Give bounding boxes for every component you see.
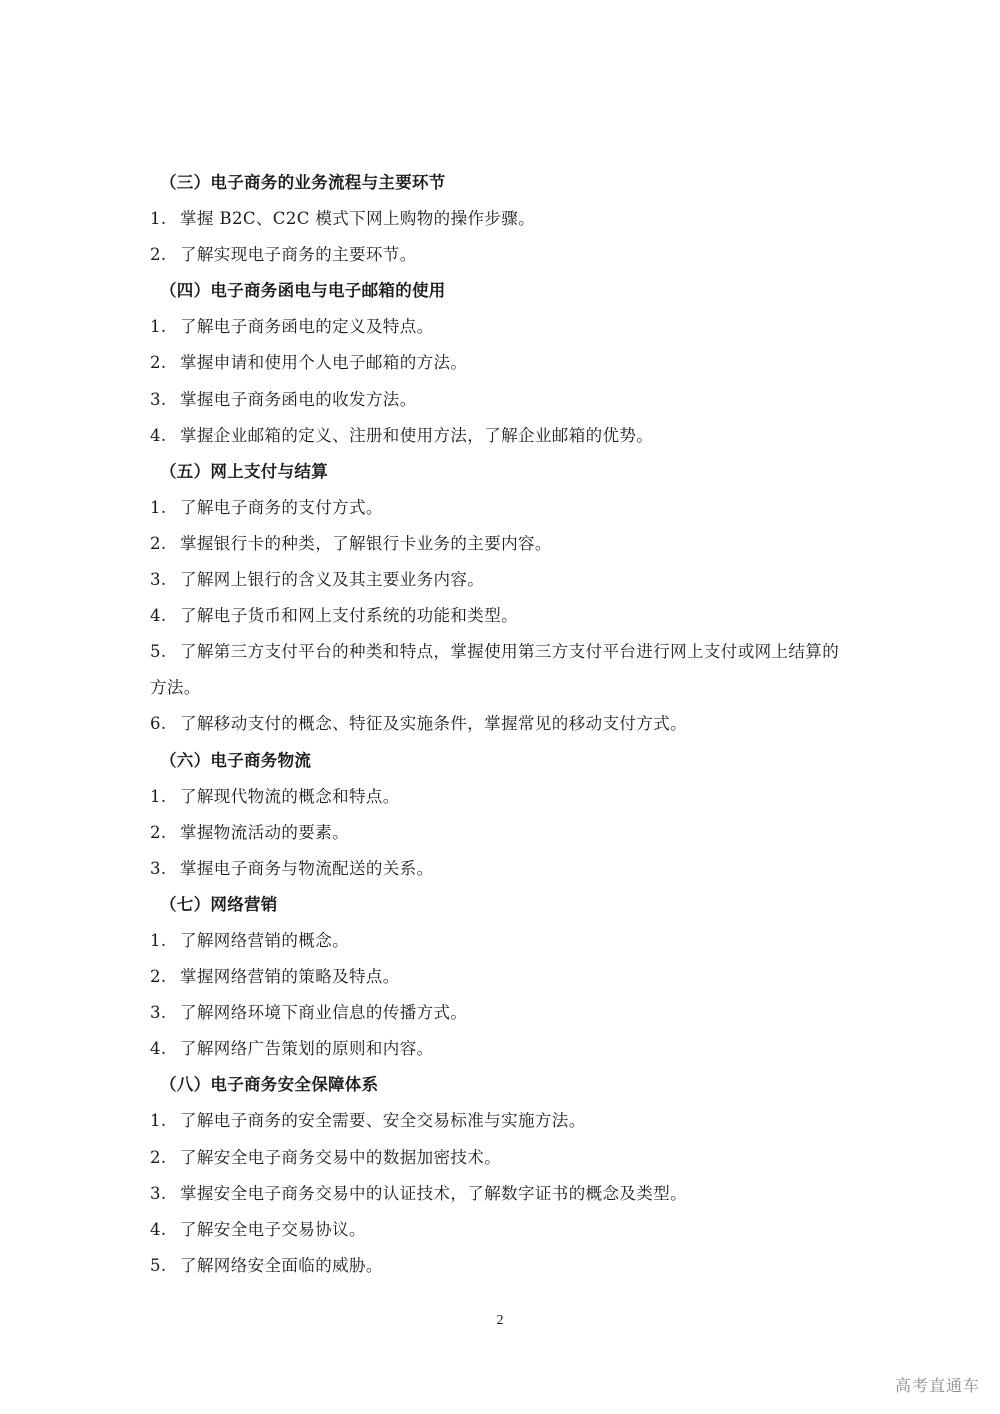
item-text: 掌握银行卡的种类，了解银行卡业务的主要内容。 [180, 533, 552, 553]
item-text: 了解网络安全面临的威胁。 [180, 1255, 383, 1275]
item-number: 3. [150, 1003, 167, 1023]
item-text: 了解网上银行的含义及其主要业务内容。 [180, 570, 485, 590]
item-number: 2. [150, 353, 167, 373]
list-item [150, 779, 870, 815]
section-heading: （八）电子商务安全保障体系 [160, 1075, 379, 1095]
list-item [150, 418, 870, 454]
list-item [150, 1031, 870, 1067]
item-text: 掌握安全电子商务交易中的认证技术，了解数字证书的概念及类型。 [180, 1183, 687, 1203]
item-text: 掌握电子商务与物流配送的关系。 [180, 858, 434, 878]
list-item [150, 959, 870, 995]
list-item [150, 1140, 870, 1176]
page-number: 2 [496, 1313, 504, 1328]
item-number: 1. [150, 497, 167, 517]
section-heading: （六）电子商务物流 [160, 750, 312, 770]
list-item [150, 562, 870, 598]
section-heading: （三）电子商务的业务流程与主要环节 [160, 173, 446, 192]
list-item [150, 923, 870, 959]
item-text: 掌握物流活动的要素。 [180, 822, 349, 842]
item-number: 4. [150, 1039, 167, 1059]
item-number: 4. [150, 606, 167, 626]
item-text: 掌握企业邮箱的定义、注册和使用方法，了解企业邮箱的优势。 [180, 425, 654, 445]
item-text: 了解网络广告策划的原则和内容。 [180, 1039, 434, 1059]
item-number: 1. [150, 930, 167, 950]
item-number: 5. [150, 642, 167, 662]
item-number: 2. [150, 967, 167, 987]
item-number: 1. [150, 1111, 167, 1131]
list-item [150, 345, 870, 381]
item-number: 3. [150, 1183, 167, 1203]
list-item [150, 1103, 870, 1139]
section-heading: （四）电子商务函电与电子邮箱的使用 [160, 281, 446, 301]
item-number: 2. [150, 245, 167, 265]
item-text: 了解电子商务的安全需要、安全交易标准与实施方法。 [180, 1111, 586, 1131]
item-text: 掌握网络营销的策略及特点。 [180, 967, 400, 987]
item-text: 了解安全电子交易协议。 [180, 1219, 366, 1239]
watermark: 高考直通车 [894, 1376, 980, 1395]
item-text: 了解实现电子商务的主要环节。 [180, 245, 417, 265]
section-heading: （七）网络营销 [160, 894, 278, 914]
item-number: 4. [150, 1219, 167, 1239]
section-heading: （五）网上支付与结算 [160, 461, 328, 481]
list-item [150, 1248, 870, 1284]
list-item [150, 995, 870, 1031]
item-number: 4. [150, 425, 167, 445]
list-item [150, 1176, 870, 1212]
item-number: 5. [150, 1255, 167, 1275]
item-text: 掌握申请和使用个人电子邮箱的方法。 [180, 353, 468, 373]
list-item [150, 382, 870, 418]
item-text: 了解网络营销的概念。 [180, 930, 349, 950]
list-item [150, 309, 870, 345]
list-item [150, 815, 870, 851]
list-item [150, 526, 870, 562]
list-item [150, 201, 870, 237]
item-text: 了解电子货币和网上支付系统的功能和类型。 [180, 606, 518, 626]
item-text: 了解第三方支付平台的种类和特点，掌握使用第三方支付平台进行网上支付或网上结算的方法。 [150, 642, 840, 698]
item-text: 了解现代物流的概念和特点。 [180, 786, 400, 806]
item-number: 3. [150, 570, 167, 590]
item-number: 1. [150, 209, 167, 229]
item-text: 了解电子商务函电的定义及特点。 [180, 317, 434, 337]
item-number: 3. [150, 858, 167, 878]
item-number: 1. [150, 317, 167, 337]
list-item [150, 598, 870, 634]
item-text: 掌握电子商务函电的收发方法。 [180, 389, 417, 409]
list-item [150, 237, 870, 273]
item-number: 2. [150, 1147, 167, 1167]
item-text: 掌握 B2C、C2C 模式下网上购物的操作步骤。 [180, 209, 536, 229]
item-number: 1. [150, 786, 167, 806]
document-body [150, 165, 870, 1284]
list-item [150, 706, 870, 742]
item-text: 了解电子商务的支付方式。 [180, 497, 383, 517]
list-item [150, 634, 855, 706]
item-text: 了解移动支付的概念、特征及实施条件，掌握常见的移动支付方式。 [180, 714, 687, 734]
list-item [150, 490, 870, 526]
list-item [150, 1212, 870, 1248]
item-number: 3. [150, 389, 167, 409]
item-number: 2. [150, 533, 167, 553]
item-number: 6. [150, 714, 167, 734]
item-number: 2. [150, 822, 167, 842]
list-item [150, 851, 870, 887]
item-text: 了解网络环境下商业信息的传播方式。 [180, 1003, 468, 1023]
item-text: 了解安全电子商务交易中的数据加密技术。 [180, 1147, 502, 1167]
